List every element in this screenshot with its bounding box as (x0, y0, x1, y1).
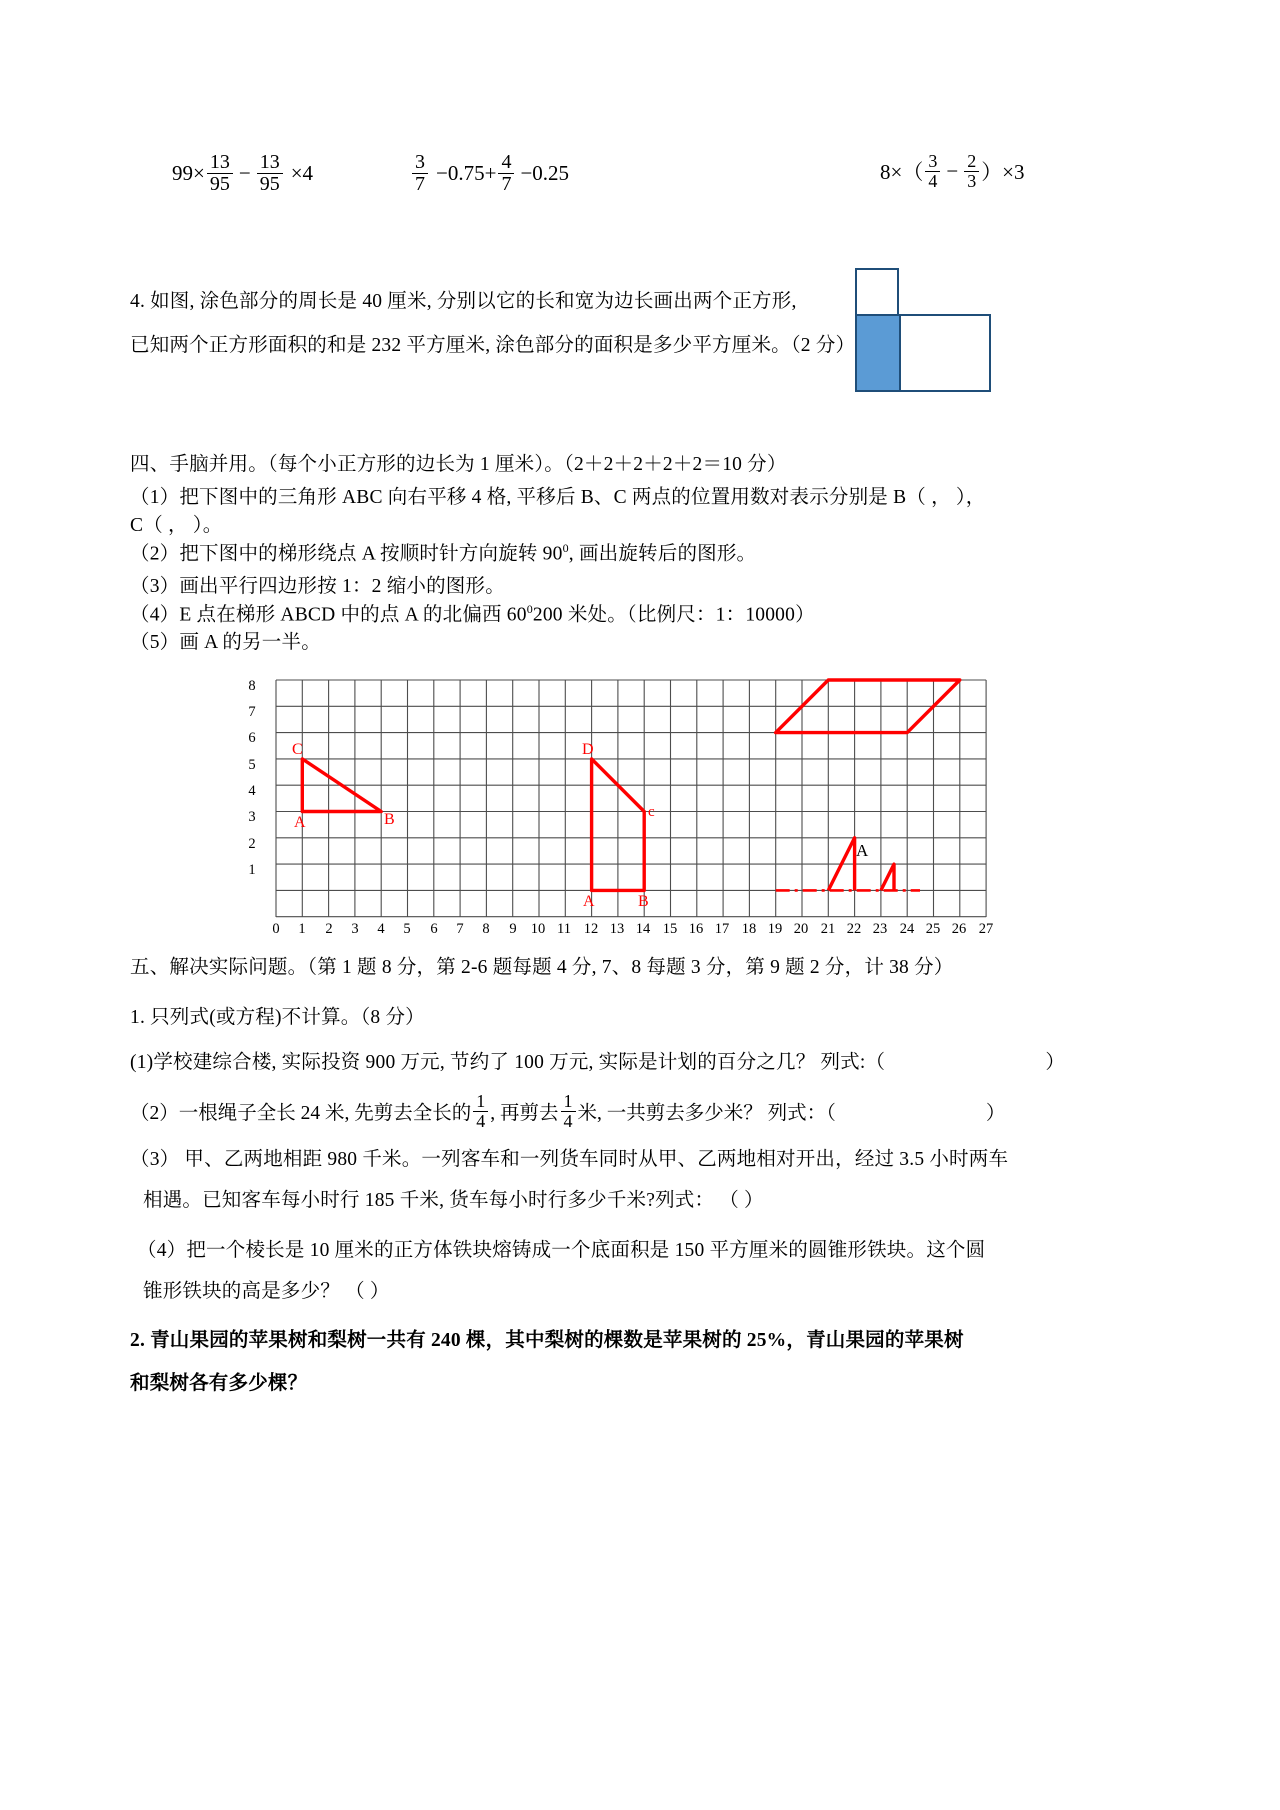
expr3-prefix: 8×（ (880, 160, 924, 185)
section-4-item-4-text-b: 200 米处。（比例尺：1：10000） (532, 604, 815, 626)
q1-item-2-post: 米, 一共剪去多少米？ 列式：（ (577, 1103, 836, 1125)
label-trapezoid-d: D (582, 741, 594, 758)
expr1-frac2-numerator: 13 (259, 151, 280, 173)
label-trapezoid-b: B (638, 893, 649, 910)
grid-svg (262, 676, 1002, 928)
large-square-outline (899, 314, 991, 392)
section-4-item-3: （3）画出平行四边形按 1：2 缩小的图形。 (130, 576, 505, 597)
shaded-rectangle (855, 314, 901, 392)
expr1-fraction-1 (207, 152, 233, 195)
q1-item-2-mid: , 再剪去 (490, 1103, 559, 1125)
section-4-item-4 (130, 600, 815, 630)
expr3-operator: − (946, 158, 959, 183)
x-tick-9: 9 (509, 921, 517, 937)
expression-1 (172, 152, 313, 195)
x-tick-0: 0 (272, 921, 280, 937)
section-5-q2-line-1: 2. 青山果园的苹果树和梨树一共有 240 棵，其中梨树的棵数是苹果树的 25%，青山果园的苹果树 (130, 1330, 964, 1351)
expr2-frac2-numerator: 4 (501, 151, 512, 173)
expr2-fraction-1 (412, 152, 428, 195)
label-trapezoid-a: A (583, 893, 595, 910)
x-tick-3: 3 (351, 921, 359, 937)
y-tick-2: 2 (248, 836, 256, 852)
section-5-q1-item-4-line-1: （4）把一个棱长是 10 厘米的正方体铁块熔铸成一个底面积是 150 平方厘米的圆锥形铁块。这个圆 (137, 1240, 986, 1261)
y-tick-4: 4 (248, 783, 256, 799)
section-4-item-2 (130, 539, 756, 569)
x-tick-16: 16 (688, 921, 704, 937)
x-tick-26: 26 (951, 921, 967, 937)
expr2-middle: −0.75+ (436, 161, 497, 185)
section-5-q1-item-3-line-1: （3） 甲、乙两地相距 980 千米。一列客车和一列货车同时从甲、乙两地相对开出，经过 3.5 小时两车 (130, 1149, 1009, 1170)
section-4-heading: 四、手脑并用。（每个小正方形的边长为 1 厘米）。（2＋2＋2＋2＋2＝10 分） (130, 454, 787, 475)
question-4-line-1: 4. 如图, 涂色部分的周长是 40 厘米, 分别以它的长和宽为边长画出两个正方形, (130, 291, 797, 312)
label-half-shape-a: A (856, 841, 869, 860)
x-tick-13: 13 (609, 921, 625, 937)
small-square-outline (855, 268, 899, 316)
section-4-item-4-degree: 0 (526, 602, 533, 616)
section-4-item-2-degree: 0 (562, 541, 569, 555)
question-4-line-2: 已知两个正方形面积的和是 232 平方厘米, 涂色部分的面积是多少平方厘米。（2 分） (130, 335, 856, 356)
expr3-suffix: ）×3 (981, 160, 1025, 185)
expr3-frac1-numerator: 3 (928, 151, 938, 171)
q1-item-2-frac2-denominator: 4 (561, 1111, 576, 1131)
section-5-q1-item-2 (130, 1092, 1005, 1131)
expr1-suffix: ×4 (290, 161, 314, 185)
x-tick-19: 19 (767, 921, 783, 937)
y-tick-5: 5 (248, 757, 256, 773)
x-tick-25: 25 (925, 921, 941, 937)
label-triangle-c: C (292, 741, 303, 758)
expr1-frac2-denominator: 95 (257, 173, 283, 195)
expr3-frac2-denominator: 3 (964, 171, 979, 191)
section-4-item-2-text-b: , 画出旋转后的图形。 (568, 543, 757, 565)
x-tick-14: 14 (635, 921, 651, 937)
q1-item-2-frac1-numerator: 1 (476, 1091, 486, 1111)
expression-2 (410, 152, 569, 195)
coordinate-grid-figure (248, 676, 1002, 937)
expr3-fraction-2 (964, 152, 979, 191)
expr1-fraction-2 (257, 152, 283, 195)
section-4-item-1-line-1: （1）把下图中的三角形 ABC 向右平移 4 格, 平移后 B、C 两点的位置用数对表示分别是 B（ ， ）， (130, 487, 986, 508)
y-tick-1: 1 (248, 862, 256, 878)
x-tick-18: 18 (741, 921, 757, 937)
label-triangle-a: A (294, 814, 306, 831)
math-expression-row (0, 140, 1280, 220)
x-tick-23: 23 (872, 921, 888, 937)
expr2-frac1-denominator: 7 (412, 173, 428, 195)
expr3-frac2-numerator: 2 (967, 151, 977, 171)
section-4-item-5: （5）画 A 的另一半。 (130, 632, 321, 653)
x-tick-21: 21 (820, 921, 836, 937)
x-tick-17: 17 (714, 921, 730, 937)
x-tick-12: 12 (583, 921, 599, 937)
expr2-fraction-2 (498, 152, 514, 195)
x-tick-27: 27 (978, 921, 994, 937)
q1-item-2-pre: （2）一根绳子全长 24 米, 先剪去全长的 (130, 1103, 472, 1125)
x-tick-4: 4 (377, 921, 385, 937)
section-5-q1-heading: 1. 只列式(或方程)不计算。（8 分） (130, 1007, 425, 1028)
x-tick-20: 20 (793, 921, 809, 937)
x-tick-24: 24 (899, 921, 915, 937)
section-5-q2-line-2: 和梨树各有多少棵？ (130, 1373, 308, 1394)
section-5-q1-item-4-line-2: 锥形铁块的高是多少？ （ ） (143, 1281, 390, 1302)
q1-item-2-frac1-denominator: 4 (473, 1111, 488, 1131)
x-tick-5: 5 (403, 921, 411, 937)
x-tick-7: 7 (456, 921, 464, 937)
expr1-operator: − (238, 161, 251, 185)
x-tick-22: 22 (846, 921, 862, 937)
section-5-q1-item-1 (130, 1048, 1065, 1077)
expr1-frac1-numerator: 13 (209, 151, 230, 173)
section-5-q1-item-3-line-2: 相遇。已知客车每小时行 185 千米, 货车每小时行多少千米?列式： （ ） (143, 1190, 764, 1211)
label-triangle-b: B (384, 811, 395, 828)
section-5-heading: 五、解决实际问题。（第 1 题 8 分，第 2-6 题每题 4 分, 7、8 每题 3 分，第 9 题 2 分，计 38 分） (130, 957, 954, 978)
x-tick-6: 6 (430, 921, 438, 937)
q1-item-2-fraction-1 (473, 1092, 488, 1131)
y-tick-8: 8 (248, 678, 256, 694)
expr1-frac1-denominator: 95 (207, 173, 233, 195)
x-tick-11: 11 (557, 921, 571, 937)
x-tick-2: 2 (325, 921, 333, 937)
expr1-prefix: 99× (172, 161, 205, 185)
x-tick-15: 15 (662, 921, 678, 937)
expr2-frac1-numerator: 3 (415, 151, 425, 173)
x-tick-10: 10 (530, 921, 546, 937)
y-tick-3: 3 (248, 809, 256, 825)
section-4-item-1-line-2: C（ ， ）。 (130, 515, 223, 536)
q1-item-2-close: ） (985, 1103, 1006, 1125)
y-tick-6: 6 (248, 730, 256, 746)
expr2-frac2-denominator: 7 (498, 173, 514, 195)
x-tick-1: 1 (298, 921, 306, 937)
label-trapezoid-c: c (648, 804, 655, 820)
y-tick-7: 7 (248, 704, 256, 720)
section-4-item-4-text: （4）E 点在梯形 ABCD 中的点 A 的北偏西 60 (130, 604, 527, 626)
expr2-suffix: −0.25 (520, 161, 570, 185)
expression-3 (880, 152, 1025, 191)
expr3-fraction-1 (925, 152, 940, 191)
q1-item-1-text: (1)学校建综合楼, 实际投资 900 万元, 节约了 100 万元, 实际是计划的百分之几？ 列式:（ (130, 1052, 886, 1073)
section-4-item-2-text: （2）把下图中的梯形绕点 A 按顺时针方向旋转 90 (130, 543, 563, 565)
x-tick-8: 8 (482, 921, 490, 937)
q1-item-2-frac2-numerator: 1 (563, 1091, 573, 1111)
q1-item-1-close: ） (1045, 1052, 1066, 1073)
shaded-squares-figure (855, 268, 995, 392)
q1-item-2-fraction-2 (561, 1092, 576, 1131)
expr3-frac1-denominator: 4 (925, 171, 940, 191)
